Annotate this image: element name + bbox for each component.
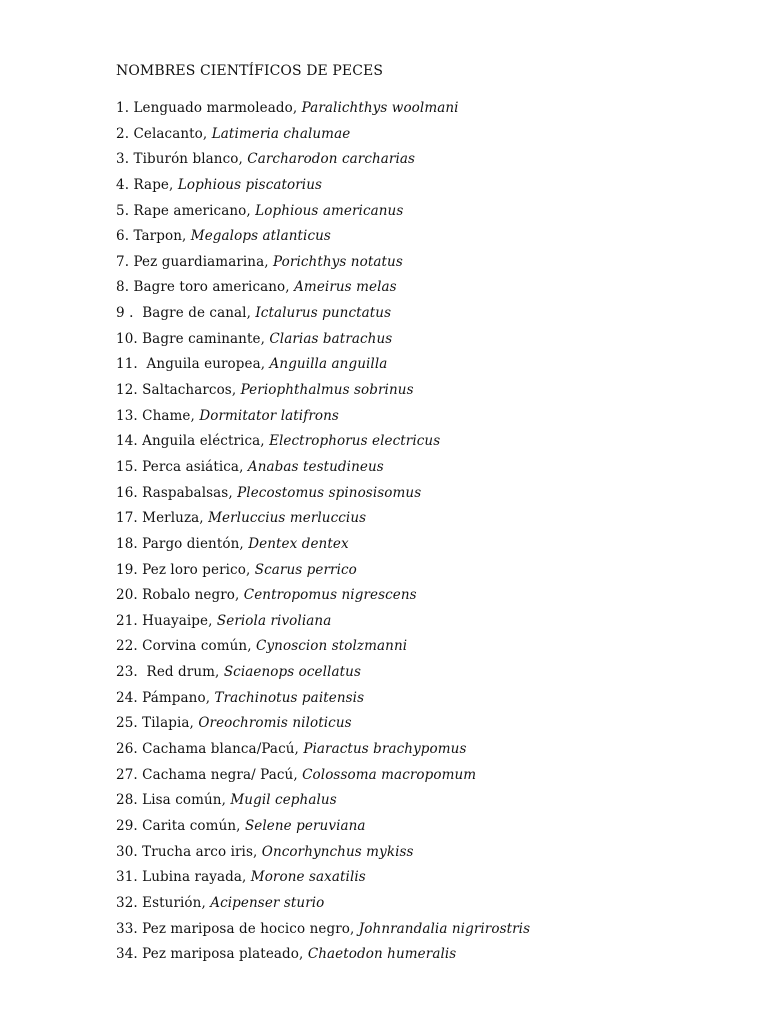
common-name: 15. Perca asiática, — [116, 458, 248, 475]
list-item — [116, 173, 736, 199]
list-item — [116, 224, 736, 250]
scientific-name: Paralichthys woolmani — [301, 100, 459, 116]
list-item — [116, 634, 736, 660]
scientific-name: Anabas testudineus — [247, 458, 384, 475]
scientific-name: Ictalurus punctatus — [255, 305, 392, 322]
scientific-name: Merluccius merluccius — [208, 510, 367, 527]
common-name: 4. Rape, — [116, 176, 178, 193]
scientific-name: Oncorhynchus mykiss — [261, 843, 414, 860]
scientific-name: Ameirus melas — [294, 279, 397, 296]
common-name: 22. Corvina común, — [116, 638, 257, 655]
scientific-name: Periophthalmus sobrinus — [240, 382, 414, 399]
list-item — [116, 378, 736, 404]
common-name: 16. Raspabalsas, — [116, 484, 238, 501]
common-name: 30. Trucha arco iris, — [116, 843, 262, 860]
scientific-name: Cynoscion stolzmanni — [256, 638, 408, 655]
list-item — [116, 275, 736, 301]
list-item — [116, 506, 736, 532]
list-item — [116, 532, 736, 558]
scientific-name: Clarias batrachus — [269, 330, 393, 347]
scientific-name: Johnrandalia nigrirostris — [358, 920, 531, 937]
list-item — [116, 558, 736, 584]
list-item — [116, 942, 736, 968]
common-name: 17. Merluza, — [116, 510, 209, 527]
scientific-name: Chaetodon humeralis — [307, 946, 457, 963]
list-item — [116, 686, 736, 712]
common-name: 20. Robalo negro, — [116, 587, 244, 604]
scientific-name: Morone saxatilis — [250, 869, 366, 886]
scientific-name: Porichthys notatus — [273, 253, 403, 270]
scientific-name: Acipenser sturio — [210, 894, 325, 911]
list-item — [116, 711, 736, 737]
common-name: 32. Esturión, — [116, 894, 211, 911]
list-item — [116, 96, 736, 122]
scientific-name: Dormitator latifrons — [199, 407, 339, 424]
common-name: 33. Pez mariposa de hocico negro, — [116, 920, 359, 937]
scientific-name: Oreochromis niloticus — [198, 715, 352, 732]
scientific-name: Lophious piscatorius — [177, 176, 323, 193]
list-item — [116, 352, 736, 378]
common-name: 26. Cachama blanca/Pacú, — [116, 741, 304, 758]
scientific-name: Lophious americanus — [255, 202, 404, 219]
common-name: 19. Pez loro perico, — [116, 561, 255, 578]
scientific-name: Scarus perrico — [254, 561, 357, 578]
common-name: 34. Pez mariposa plateado, — [116, 946, 308, 963]
common-name: 14. Anguila eléctrica, — [116, 433, 270, 450]
common-name: 29. Carita común, — [116, 817, 245, 834]
list-item — [116, 865, 736, 891]
fish-list — [116, 96, 736, 968]
scientific-name: Anguilla anguilla — [269, 356, 388, 373]
list-item — [116, 250, 736, 276]
list-item — [116, 737, 736, 763]
list-item — [116, 917, 736, 943]
list-item — [116, 301, 736, 327]
document-page — [116, 62, 736, 968]
common-name: 7. Pez guardiamarina, — [116, 253, 274, 270]
scientific-name: Trachinotus paitensis — [214, 689, 365, 706]
list-item — [116, 788, 736, 814]
common-name: 3. Tiburón blanco, — [116, 151, 248, 168]
common-name: 1. Lenguado marmoleado, — [116, 100, 302, 116]
common-name: 31. Lubina rayada, — [116, 869, 251, 886]
scientific-name: Latimeria chalumae — [211, 125, 351, 142]
common-name: 5. Rape americano, — [116, 202, 256, 219]
list-item — [116, 327, 736, 353]
common-name: 12. Saltacharcos, — [116, 382, 241, 399]
scientific-name: Electrophorus electricus — [269, 433, 441, 450]
list-item — [116, 122, 736, 148]
list-item — [116, 429, 736, 455]
list-item — [116, 814, 736, 840]
common-name: 25. Tilapia, — [116, 715, 199, 732]
common-name: 23. Red drum, — [116, 664, 224, 681]
list-item — [116, 763, 736, 789]
common-name: 21. Huayaipe, — [116, 612, 217, 629]
common-name: 27. Cachama negra/ Pacú, — [116, 766, 303, 783]
common-name: 10. Bagre caminante, — [116, 330, 270, 347]
list-item — [116, 455, 736, 481]
scientific-name: Megalops atlanticus — [190, 228, 331, 245]
list-item — [116, 660, 736, 686]
scientific-name: Carcharodon carcharias — [247, 151, 416, 168]
list-item — [116, 481, 736, 507]
common-name: 24. Pámpano, — [116, 689, 215, 706]
common-name: 13. Chame, — [116, 407, 200, 424]
common-name: 28. Lisa común, — [116, 792, 231, 809]
common-name: 2. Celacanto, — [116, 125, 212, 142]
scientific-name: Mugil cephalus — [230, 792, 337, 809]
list-item — [116, 404, 736, 430]
scientific-name: Sciaenops ocellatus — [223, 664, 361, 681]
scientific-name: Selene peruviana — [244, 817, 366, 834]
common-name: 18. Pargo dientón, — [116, 535, 249, 552]
list-item — [116, 583, 736, 609]
document-title: NOMBRES CIENTÍFICOS DE PECES — [116, 63, 384, 79]
list-item — [116, 147, 736, 173]
scientific-name: Dentex dentex — [248, 535, 349, 552]
common-name: 11. Anguila europea, — [116, 356, 270, 373]
scientific-name: Piaractus brachypomus — [303, 741, 467, 758]
list-item — [116, 891, 736, 917]
list-item — [116, 840, 736, 866]
scientific-name: Centropomus nigrescens — [243, 587, 417, 604]
common-name: 9 . Bagre de canal, — [116, 305, 256, 322]
scientific-name: Seriola rivoliana — [216, 612, 332, 629]
list-item — [116, 199, 736, 225]
common-name: 8. Bagre toro americano, — [116, 279, 295, 296]
common-name: 6. Tarpon, — [116, 228, 191, 245]
scientific-name: Colossoma macropomum — [302, 766, 477, 783]
scientific-name: Plecostomus spinosisomus — [237, 484, 422, 501]
list-item — [116, 609, 736, 635]
